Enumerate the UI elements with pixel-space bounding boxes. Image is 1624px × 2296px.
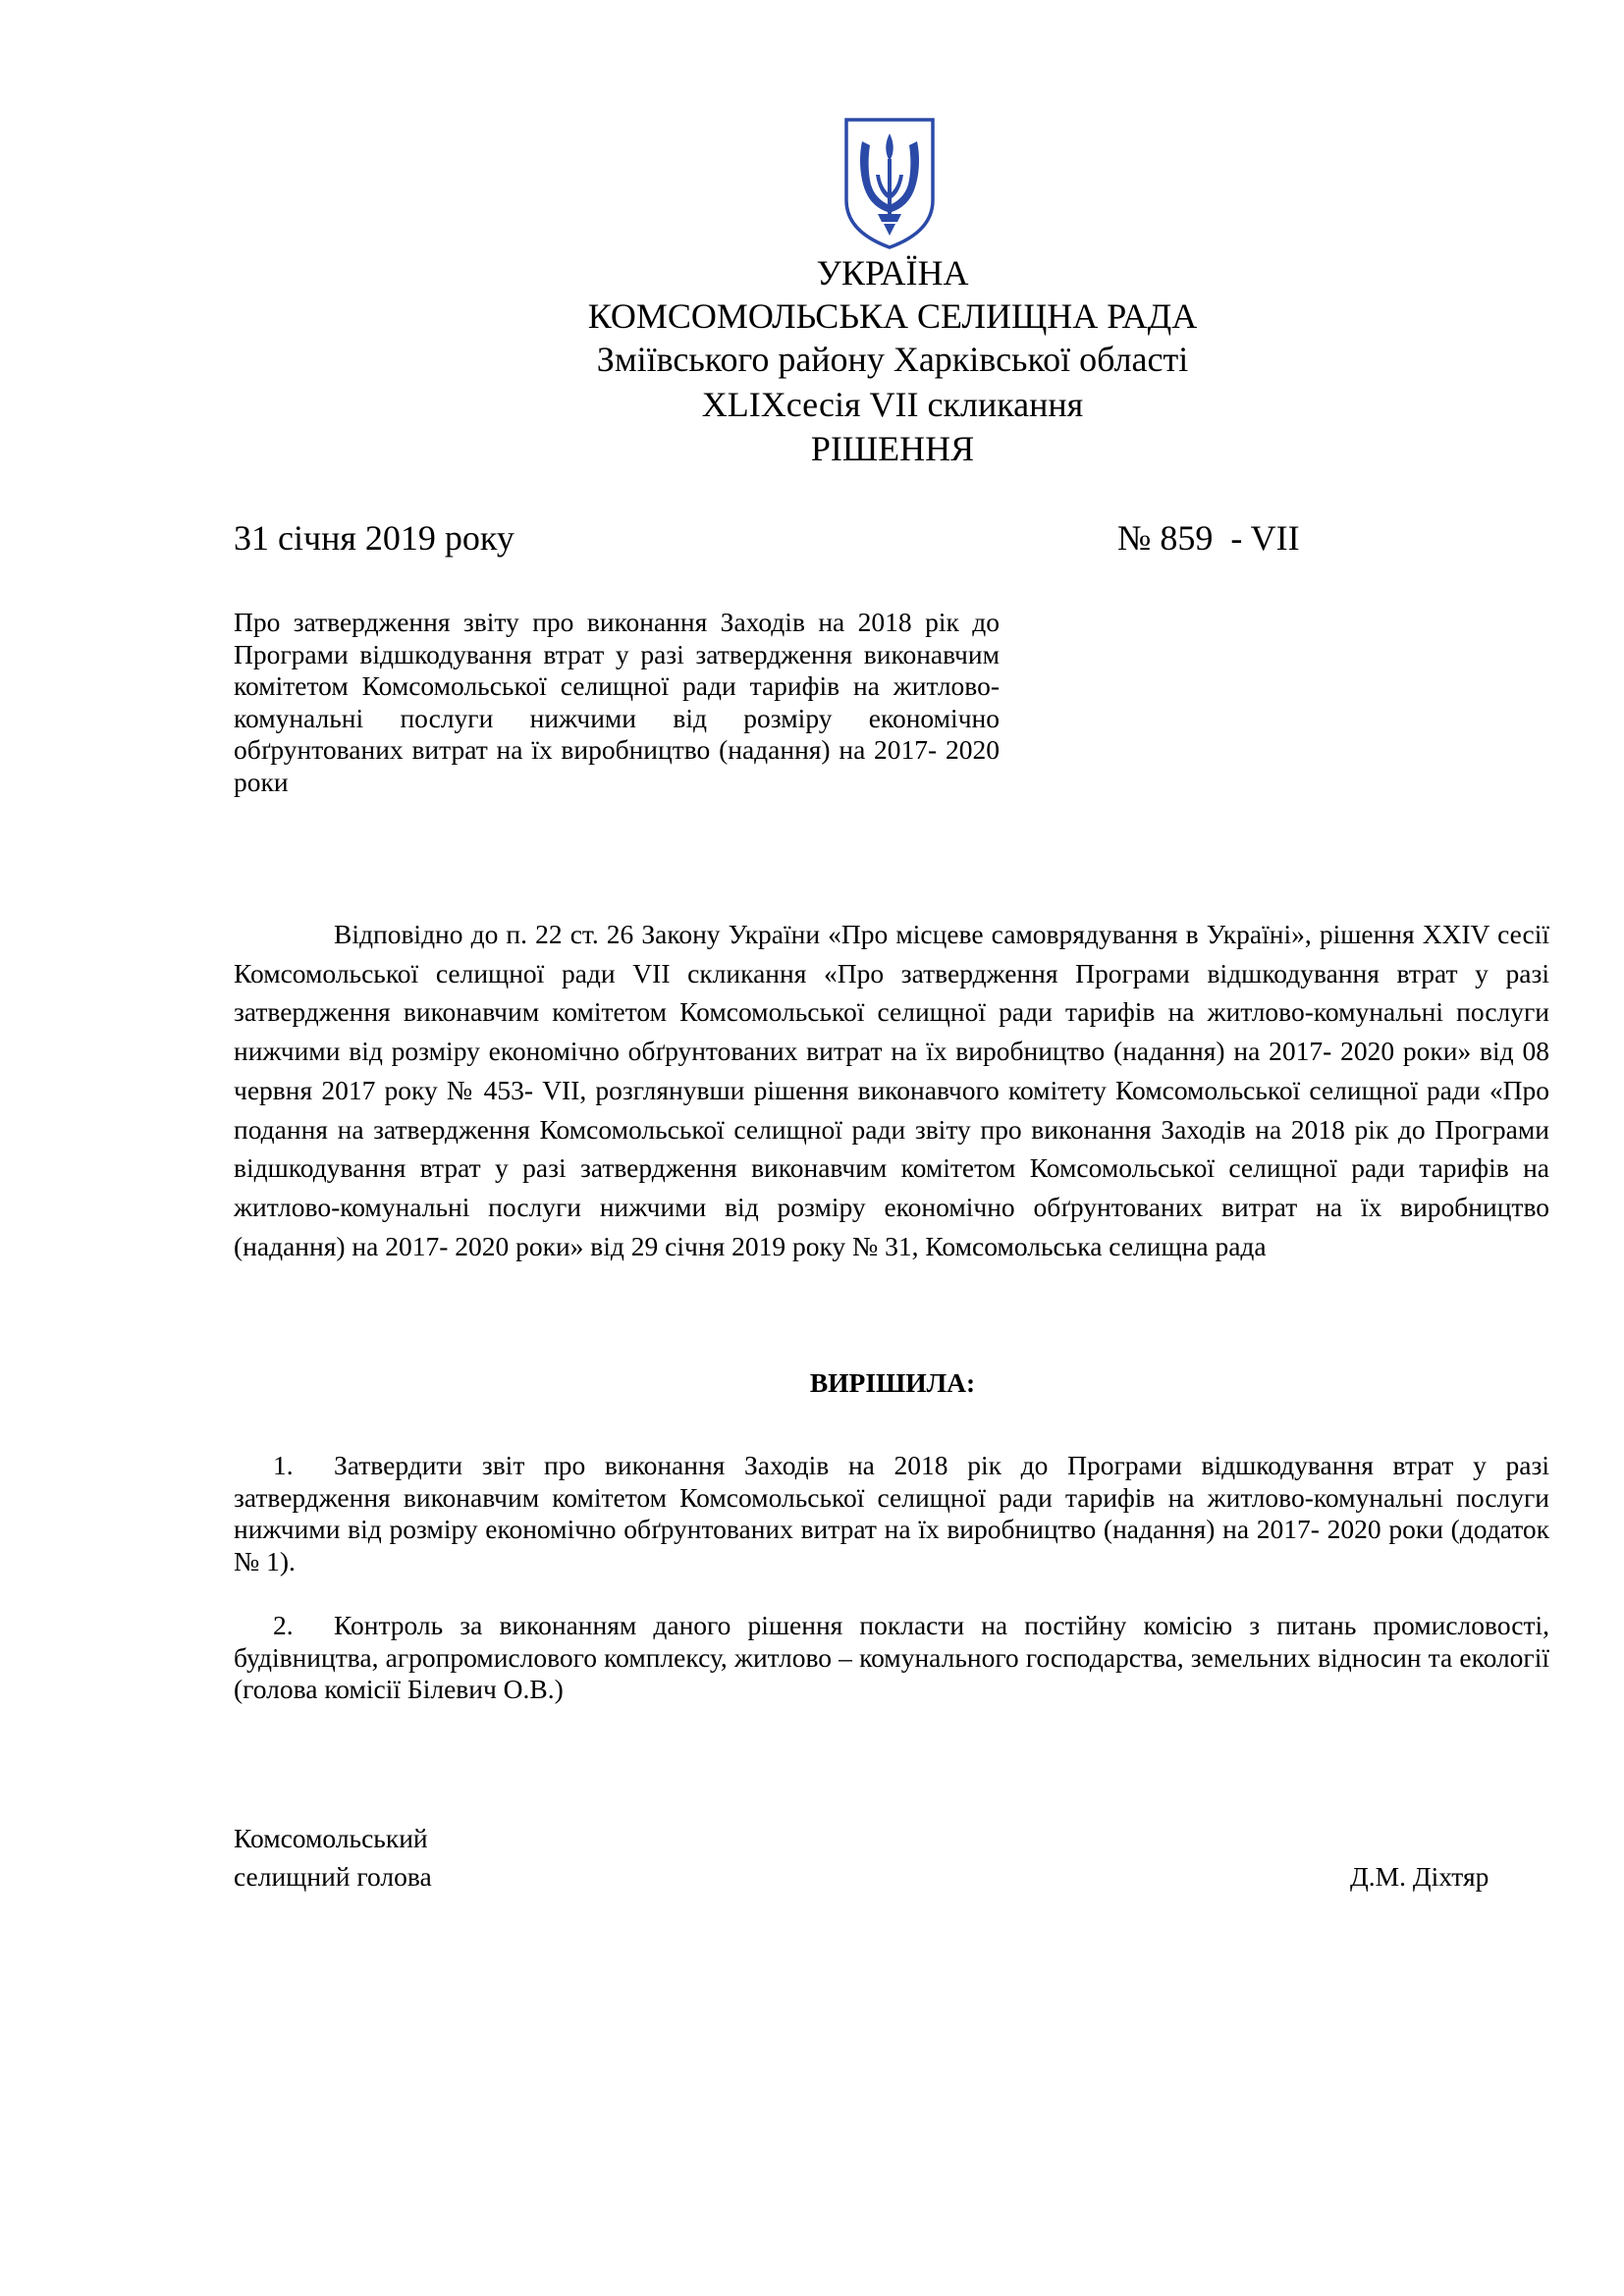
decision-date: 31 січня 2019 року (234, 518, 514, 558)
preamble-paragraph: Відповідно до п. 22 ст. 26 Закону України «Про місцеве самоврядування в Україні», рішення XXIV сесії Комсомольської селищної ради VII скликання «Про затвердження Програми відшкодування втрат у разі затвердження виконавчим комітетом Комсомольської селищної ради тарифів на житлово-комунальні послуги нижчими від розміру економічно обґрунтованих витрат на їх виробництво (надання) на 2017- 2020 роки» від 08 червня 2017 року № 453- VII, розглянувши рішення виконавчого комітету Комсомольської селищної ради «Про подання на затвердження Комсомольської селищної ради звіту про виконання Заходів на 2018 рік до Програми відшкодування втрат у разі затвердження виконавчим комітетом Комсомольської селищної ради тарифів на житлово-комунальні послуги нижчими від розміру економічно обґрунтованих витрат на їх виробництво (надання) на 2017- 2020 роки» від 29 січня 2019 року № 31, Комсомольська селищна рада (234, 919, 1549, 1261)
item-number: 2. (273, 1610, 294, 1640)
document-type-title: РІШЕННЯ (810, 429, 975, 468)
item-text: Затвердити звіт про виконання Заходів на 2018 рік до Програми відшкодування втрат у разі затвердження виконавчим комітетом Комсомольської селищної ради тарифів на житлово-комунальні послуги нижчими від розміру економічно обґрунтованих витрат на їх виробництво (надання) на 2017- 2020 роки (додаток № 1). (234, 1450, 1549, 1576)
header-council-name: КОМСОМОЛЬСЬКА СЕЛИЩНА РАДА (587, 296, 1198, 336)
resolution-item (234, 1610, 1549, 1706)
signatory-name: Д.М. Діхтяр (1350, 1861, 1489, 1892)
decided-heading: ВИРІШИЛА: (809, 1367, 976, 1398)
header-session: XLIXсесія VII скликання (701, 385, 1084, 424)
header-country: УКРАЇНА (816, 253, 969, 293)
decision-subject: Про затвердження звіту про виконання Заходів на 2018 рік до Програми відшкодування втрат у разі затвердження виконавчим комітетом Комсомольської селищної ради тарифів на житлово-комунальні послуги нижчими від розміру економічно обґрунтованих витрат на їх виробництво (надання) на 2017- 2020 роки (234, 607, 1000, 797)
trident-coat-of-arms-icon (842, 116, 937, 251)
item-number: 1. (273, 1450, 294, 1480)
header-district: Зміївського району Харківської області (596, 340, 1189, 379)
signatory-title (234, 1819, 432, 1896)
resolution-item (234, 1450, 1549, 1577)
signatory-title-line: Комсомольський (234, 1823, 428, 1853)
signatory-title-line: селищний голова (234, 1861, 432, 1892)
item-text: Контроль за виконанням даного рішення покласти на постійну комісію з питань промисловості, будівництва, агропромислового комплексу, житлово – комунального господарства, земельних відносин та екології (голова комісії Білевич О.В.) (234, 1610, 1549, 1704)
decision-number: № 859 - VII (1117, 518, 1300, 558)
